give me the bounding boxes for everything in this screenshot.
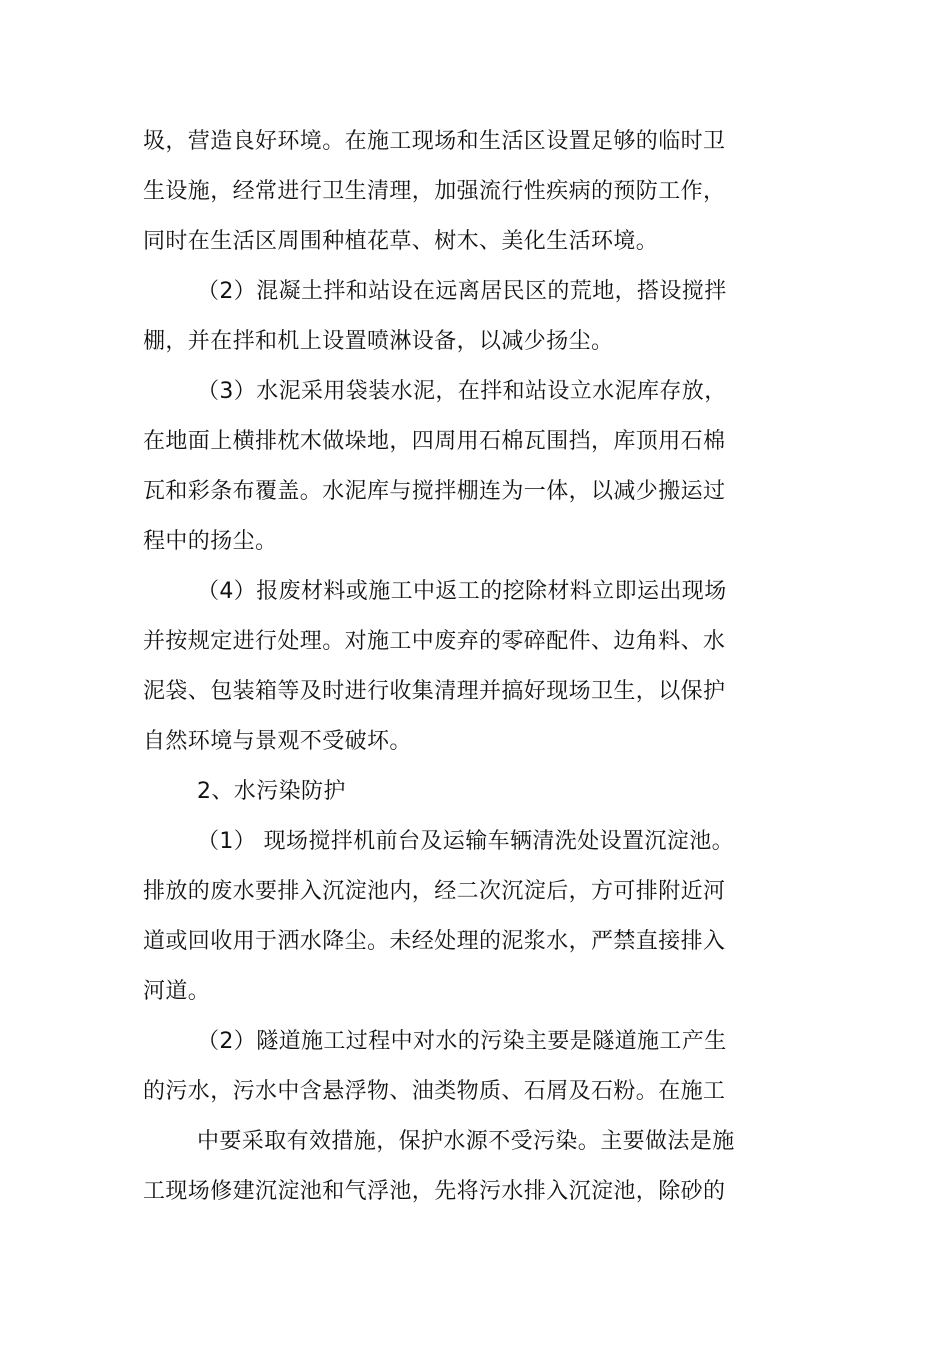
paragraph-start-line: （2）混凝土拌和站设在远离居民区的荒地，搭设搅拌: [197, 279, 727, 304]
text-line: 圾，营造良好环境。在施工现场和生活区设置足够的临时卫: [143, 129, 726, 154]
text-line: 工现场修建沉淀池和气浮池，先将污水排入沉淀池，除砂的: [143, 1179, 726, 1204]
text-line: 泥袋、包装箱等及时进行收集清理并搞好现场卫生，以保护: [143, 679, 726, 704]
text-line: 道或回收用于洒水降尘。未经处理的泥浆水，严禁直接排入: [143, 929, 726, 954]
paragraph-start-line: （3）水泥采用袋装水泥，在拌和站设立水泥库存放，: [197, 379, 727, 404]
text-line: 在地面上横排枕木做垛地，四周用石棉瓦围挡，库顶用石棉: [143, 429, 726, 454]
text-line: 中要采取有效措施，保护水源不受污染。主要做法是施: [197, 1129, 735, 1154]
text-line: 棚，并在拌和机上设置喷淋设备，以减少扬尘。: [143, 329, 614, 354]
section-heading: 2、水污染防护: [197, 779, 346, 804]
text-line: 自然环境与景观不受破坏。: [143, 729, 412, 754]
text-line: 河道。: [143, 979, 211, 1004]
text-line: 排放的废水要排入沉淀池内，经二次沉淀后，方可排附近河: [143, 879, 726, 904]
text-line: 并按规定进行处理。对施工中废弃的零碎配件、边角料、水: [143, 629, 726, 654]
paragraph-start-line: （4）报废材料或施工中返工的挖除材料立即运出现场: [197, 579, 727, 604]
paragraph-start-line: （1） 现场搅拌机前台及运输车辆清洗处设置沉淀池。: [197, 829, 734, 854]
text-line: 瓦和彩条布覆盖。水泥库与搅拌棚连为一体，以减少搬运过: [143, 479, 726, 504]
text-line: 程中的扬尘。: [143, 529, 278, 554]
text-line: 生设施，经常进行卫生清理，加强流行性疾病的预防工作，: [143, 179, 726, 204]
text-line: 同时在生活区周围种植花草、树木、美化生活环境。: [143, 229, 659, 254]
text-line: 的污水，污水中含悬浮物、油类物质、石屑及石粉。在施工: [143, 1079, 726, 1104]
paragraph-start-line: （2）隧道施工过程中对水的污染主要是隧道施工产生: [197, 1029, 727, 1054]
